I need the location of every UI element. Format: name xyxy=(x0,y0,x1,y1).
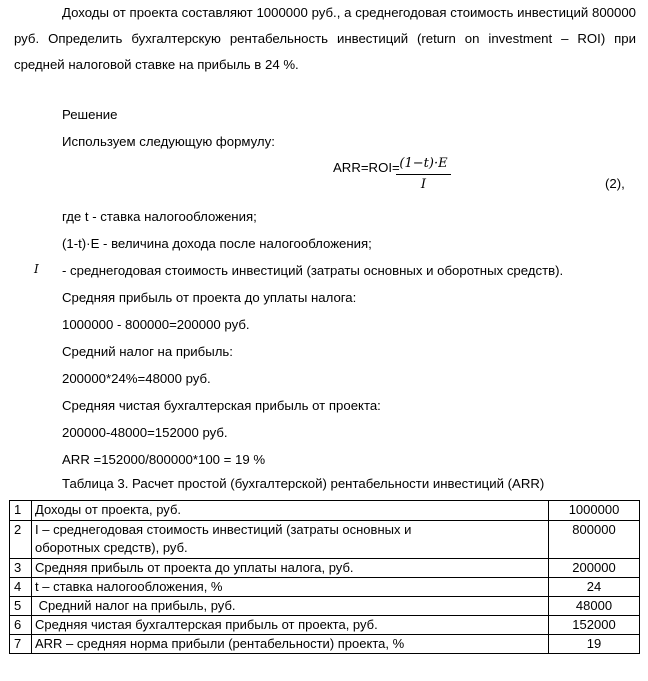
row-value: 24 xyxy=(549,578,640,597)
row-number: 3 xyxy=(10,559,32,578)
table-row xyxy=(10,597,640,616)
row-number: 5 xyxy=(10,597,32,616)
definition-income: (1-t)·E - величина дохода после налогообложения; xyxy=(62,236,372,251)
row-number: 2 xyxy=(10,521,32,559)
table-row xyxy=(10,559,640,578)
step-profit-label: Средняя прибыль от проекта до уплаты налога: xyxy=(62,290,357,305)
row-label: Средний налог на прибыль, руб. xyxy=(32,597,549,616)
row-value: 1000000 xyxy=(549,501,640,521)
row-number: 6 xyxy=(10,616,32,635)
row-label: ARR – средняя норма прибыли (рентабельности) проекта, % xyxy=(32,635,549,654)
row-label: Доходы от проекта, руб. xyxy=(32,501,549,521)
table-row xyxy=(10,521,640,559)
formula-number: (2), xyxy=(605,176,625,191)
formula-denominator: I xyxy=(420,177,427,192)
formula-fraction xyxy=(396,155,451,193)
row-label: t – ставка налогообложения, % xyxy=(32,578,549,597)
step-net-label: Средняя чистая бухгалтерская прибыль от проекта: xyxy=(62,398,381,413)
step-net-calc: 200000-48000=152000 руб. xyxy=(62,425,228,440)
formula-numerator: (1−t)·E xyxy=(399,156,448,171)
row-number: 7 xyxy=(10,635,32,654)
row-value: 48000 xyxy=(549,597,640,616)
step-profit-calc: 1000000 - 800000=200000 руб. xyxy=(62,317,250,332)
definition-t: где t - ставка налогообложения; xyxy=(62,209,257,224)
step-arr-calc: ARR =152000/800000*100 = 19 % xyxy=(62,452,266,467)
definition-symbol: I xyxy=(34,262,39,276)
row-value: 19 xyxy=(549,635,640,654)
row-label: Средняя чистая бухгалтерская прибыль от проекта, руб. xyxy=(32,616,549,635)
table-row xyxy=(10,616,640,635)
row-value: 200000 xyxy=(549,559,640,578)
row-label: I – среднегодовая стоимость инвестиций (затраты основных и оборотных средств), руб. xyxy=(32,521,549,559)
row-label: Средняя прибыль от проекта до уплаты налога, руб. xyxy=(32,559,549,578)
formula-intro: Используем следующую формулу: xyxy=(62,134,275,149)
table-row xyxy=(10,501,640,521)
problem-statement: Доходы от проекта составляют 1000000 руб., а среднегодовая стоимость инвестиций 800000 руб. Определить бухгалтерскую рентабельность инвестиций (return on investment – ROI) при средней налоговой ставке на прибыль в 24 %. xyxy=(14,5,636,72)
table-row xyxy=(10,635,640,654)
step-tax-label: Средний налог на прибыль: xyxy=(62,344,233,359)
step-tax-calc: 200000*24%=48000 руб. xyxy=(62,371,211,386)
arr-table xyxy=(9,500,640,654)
table-row xyxy=(10,578,640,597)
solution-heading: Решение xyxy=(62,107,118,122)
formula-lhs: ARR=ROI= xyxy=(333,160,400,175)
row-value: 152000 xyxy=(549,616,640,635)
row-number: 1 xyxy=(10,501,32,521)
table-caption: Таблица 3. Расчет простой (бухгалтерской) рентабельности инвестиций (ARR) xyxy=(62,476,545,491)
definition-investment: - среднегодовая стоимость инвестиций (затраты основных и оборотных средств). xyxy=(62,263,564,278)
row-number: 4 xyxy=(10,578,32,597)
fraction-bar xyxy=(396,174,451,175)
row-value: 800000 xyxy=(549,521,640,559)
